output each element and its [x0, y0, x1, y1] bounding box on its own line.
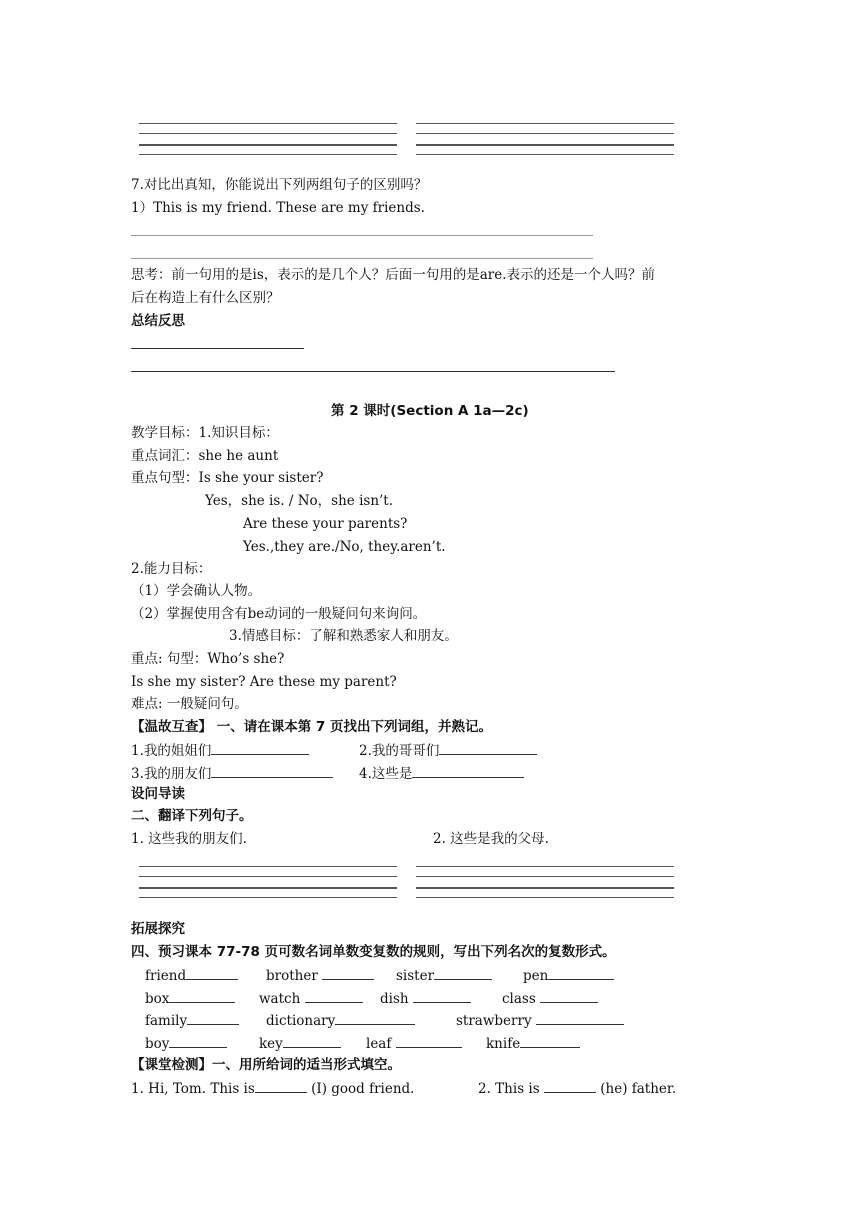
rule [416, 144, 674, 146]
ability-goal: 2.能力目标： [131, 561, 212, 577]
fill-blank[interactable] [255, 1078, 307, 1093]
rule [416, 876, 674, 877]
rule [139, 144, 397, 146]
plural-word: box [145, 988, 235, 1008]
think-line-2: 后在构造上有什么区别？ [131, 290, 280, 306]
fill-blank[interactable] [536, 1010, 624, 1025]
fill-blank[interactable] [520, 1033, 580, 1048]
fill-blank[interactable] [540, 988, 598, 1003]
rule [139, 876, 397, 877]
fill-blank[interactable] [169, 988, 235, 1003]
test-heading: 【课堂检测】一、用所给词的适当形式填空。 [131, 1057, 401, 1073]
teaching-goal: 教学目标：1.知识目标： [131, 425, 279, 441]
rule [416, 866, 674, 867]
key-pattern-3: Are these your parents? [243, 516, 408, 532]
fill-blank[interactable] [439, 740, 537, 755]
rule [139, 887, 397, 889]
rule [139, 123, 397, 124]
ability-item-2: （2）掌握使用含有be动词的一般疑问句来询问。 [131, 606, 427, 622]
review-item: 4.这些是 [359, 763, 524, 783]
fill-blank[interactable] [187, 1010, 239, 1025]
fill-blank[interactable] [283, 1033, 341, 1048]
emotion-goal: 3.情感目标：了解和熟悉家人和朋友。 [229, 628, 458, 644]
summary-heading: 总结反思 [131, 313, 185, 329]
plural-word: pen [523, 965, 614, 985]
test-question-1: 1. Hi, Tom. This is (I) good friend. [131, 1078, 414, 1098]
summary-line [131, 348, 304, 349]
plural-word: dictionary [266, 1010, 415, 1030]
test-question-2: 2. This is (he) father. [478, 1078, 676, 1098]
rule [416, 897, 674, 898]
answer-line [131, 258, 593, 259]
lesson-title: 第 2 课时(Section A 1a—2c) [331, 403, 529, 419]
fill-blank[interactable] [544, 1078, 596, 1093]
rule [139, 866, 397, 867]
rule [139, 133, 397, 134]
plural-word: boy [145, 1033, 227, 1053]
extend-task: 四、预习课本 77-78 页可数名词单数变复数的规则，写出下列名次的复数形式。 [131, 944, 616, 960]
rule [416, 887, 674, 889]
rule [139, 897, 397, 898]
rule [139, 154, 397, 155]
key-vocabulary: 重点词汇：she he aunt [131, 448, 279, 464]
fill-blank[interactable] [186, 965, 238, 980]
plural-word: brother [266, 965, 374, 985]
summary-line [131, 371, 615, 372]
key-point-1: 重点: 句型：Who’s she? [131, 651, 285, 667]
plural-word: class [502, 988, 598, 1008]
question-7-example: 1）This is my friend. These are my friends. [131, 200, 425, 216]
fill-blank[interactable] [396, 1033, 462, 1048]
review-item: 3.我的朋友们 [131, 763, 333, 783]
key-pattern-1: 重点句型：Is she your sister? [131, 470, 324, 486]
translate-heading: 二、翻译下列句子。 [131, 808, 253, 824]
review-heading: 【温故互查】 一、请在课本第 7 页找出下列词组，并熟记。 [131, 719, 492, 735]
plural-word: leaf [366, 1033, 462, 1053]
key-point-2: Is she my sister? Are these my parent? [131, 674, 397, 690]
extend-heading: 拓展探究 [131, 921, 185, 937]
plural-word: family [145, 1010, 239, 1030]
guide-heading: 设问导读 [131, 786, 185, 802]
key-pattern-2: Yes，she is. / No，she isn’t. [205, 493, 394, 509]
fill-blank[interactable] [548, 965, 614, 980]
fill-blank[interactable] [169, 1033, 227, 1048]
review-item: 2.我的哥哥们 [359, 740, 537, 760]
translate-sentence-2: 2. 这些是我的父母. [433, 831, 549, 847]
answer-line [131, 235, 593, 236]
plural-word: friend [145, 965, 238, 985]
fill-blank[interactable] [305, 988, 363, 1003]
fill-blank[interactable] [413, 988, 471, 1003]
fill-blank[interactable] [211, 740, 309, 755]
ability-item-1: （1）学会确认人物。 [131, 583, 262, 599]
think-line-1: 思考：前一句用的是is，表示的是几个人？后面一句用的是are.表示的还是一个人吗？前 [131, 267, 656, 283]
rule [416, 133, 674, 134]
plural-word: sister [396, 965, 492, 985]
review-item: 1.我的姐姐们 [131, 740, 309, 760]
key-pattern-4: Yes.,they are./No, they.aren’t. [243, 539, 446, 555]
rule [416, 154, 674, 155]
fill-blank[interactable] [211, 763, 333, 778]
plural-word: watch [259, 988, 363, 1008]
question-7-title: 7.对比出真知，你能说出下列两组句子的区别吗？ [131, 177, 428, 193]
fill-blank[interactable] [412, 763, 524, 778]
plural-word: knife [486, 1033, 580, 1053]
plural-word: strawberry [456, 1010, 624, 1030]
difficulty: 难点: 一般疑问句。 [131, 696, 248, 712]
fill-blank[interactable] [335, 1010, 415, 1025]
fill-blank[interactable] [322, 965, 374, 980]
plural-word: key [259, 1033, 341, 1053]
fill-blank[interactable] [434, 965, 492, 980]
rule [416, 123, 674, 124]
plural-word: dish [380, 988, 471, 1008]
translate-sentence-1: 1. 这些我的朋友们. [131, 831, 247, 847]
